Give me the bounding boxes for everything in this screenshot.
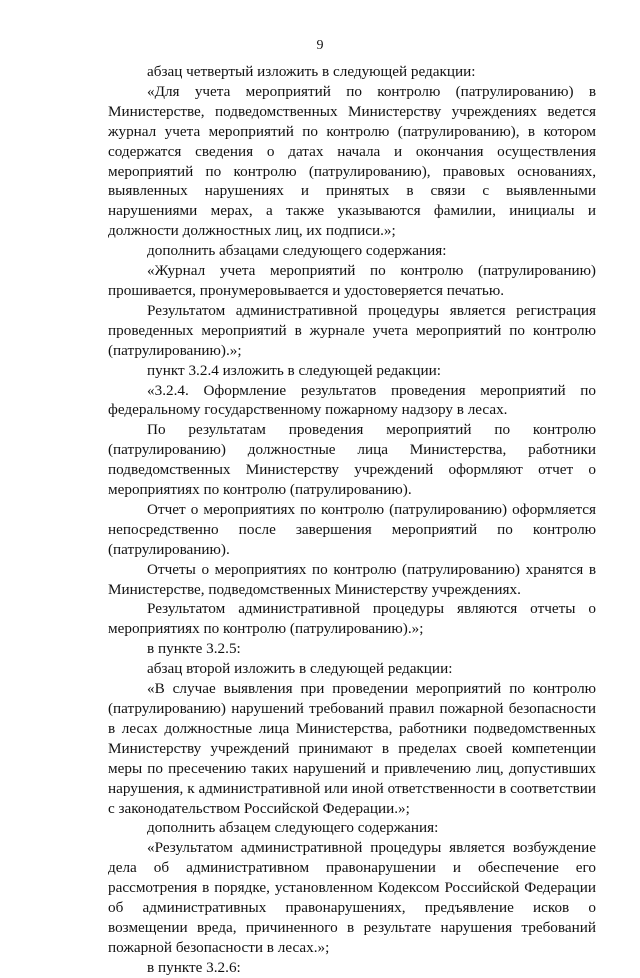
document-body	[108, 62, 596, 978]
paragraph: дополнить абзацем следующего содержания:	[147, 819, 439, 837]
paragraph: «Журнал учета мероприятий по контролю (патрулированию) прошивается, пронумеровывается и удостоверяется печатью.	[108, 262, 596, 299]
paragraph: По результатам проведения мероприятий по контролю (патрулированию) должностные лица Министерства, работники подведомственных Министерству учреждений оформляют отчет о мероприятиях по контролю (патрулированию).	[108, 421, 596, 499]
paragraph: «Для учета мероприятий по контролю (патрулированию) в Министерстве, подведомственных Министерству учреждениях ведется журнал учета мероприятий по контролю (патрулированию), в котором содержатся сведения о датах начала и окончания осуществления мероприятий по контролю (патрулированию), правовых основаниях, выявленных нарушениях и принятых в связи с выявленными нарушениями мерах, а также указываются фамилии, инициалы и должности должностных лиц, их подписи.»;	[108, 82, 596, 240]
paragraph: Результатом административной процедуры является регистрация проведенных мероприятий в журнале учета мероприятий по контролю (патрулированию).»;	[108, 301, 596, 359]
paragraph: Отчеты о мероприятиях по контролю (патрулированию) хранятся в Министерстве, подведомственных Министерству учреждениях.	[108, 560, 596, 598]
paragraph: «Результатом административной процедуры является возбуждение дела об административном правонарушении и обеспечение его рассмотрения в порядке, установленном Кодексом Российской Федерации об административных правонарушениях, предъявление исков о возмещении вреда, причиненного в результате нарушения требований пожарной безопасности в лесах.»;	[108, 839, 596, 956]
paragraph: дополнить абзацами следующего содержания:	[147, 242, 447, 260]
paragraph: «В случае выявления при проведении мероприятий по контролю (патрулированию) нарушений требований правил пожарной безопасности в лесах должностные лица Министерства, работники подведомственных Министерству учреждений принимают в пределах своей компетенции меры по пресечению таких нарушений и привлечению лиц, допустивших нарушения, к административной или иной ответственности в соответствии с законодательством Российской Федерации.»;	[108, 680, 596, 817]
paragraph: абзац четвертый изложить в следующей редакции:	[147, 63, 476, 80]
paragraph: «3.2.4. Оформление результатов проведения мероприятий по федеральному государственному пожарному надзору в лесах.	[108, 381, 596, 419]
page-number: 9	[316, 38, 324, 53]
paragraph: в пункте 3.2.5:	[147, 640, 241, 658]
paragraph: в пункте 3.2.6:	[147, 958, 241, 976]
paragraph: пункт 3.2.4 изложить в следующей редакции:	[147, 361, 441, 379]
paragraph: Отчет о мероприятиях по контролю (патрулированию) оформляется непосредственно после завершения мероприятий по контролю (патрулированию).	[108, 500, 596, 558]
paragraph: абзац второй изложить в следующей редакции:	[147, 660, 453, 678]
paragraph: Результатом административной процедуры являются отчеты о мероприятиях по контролю (патрулированию).»;	[108, 600, 596, 638]
